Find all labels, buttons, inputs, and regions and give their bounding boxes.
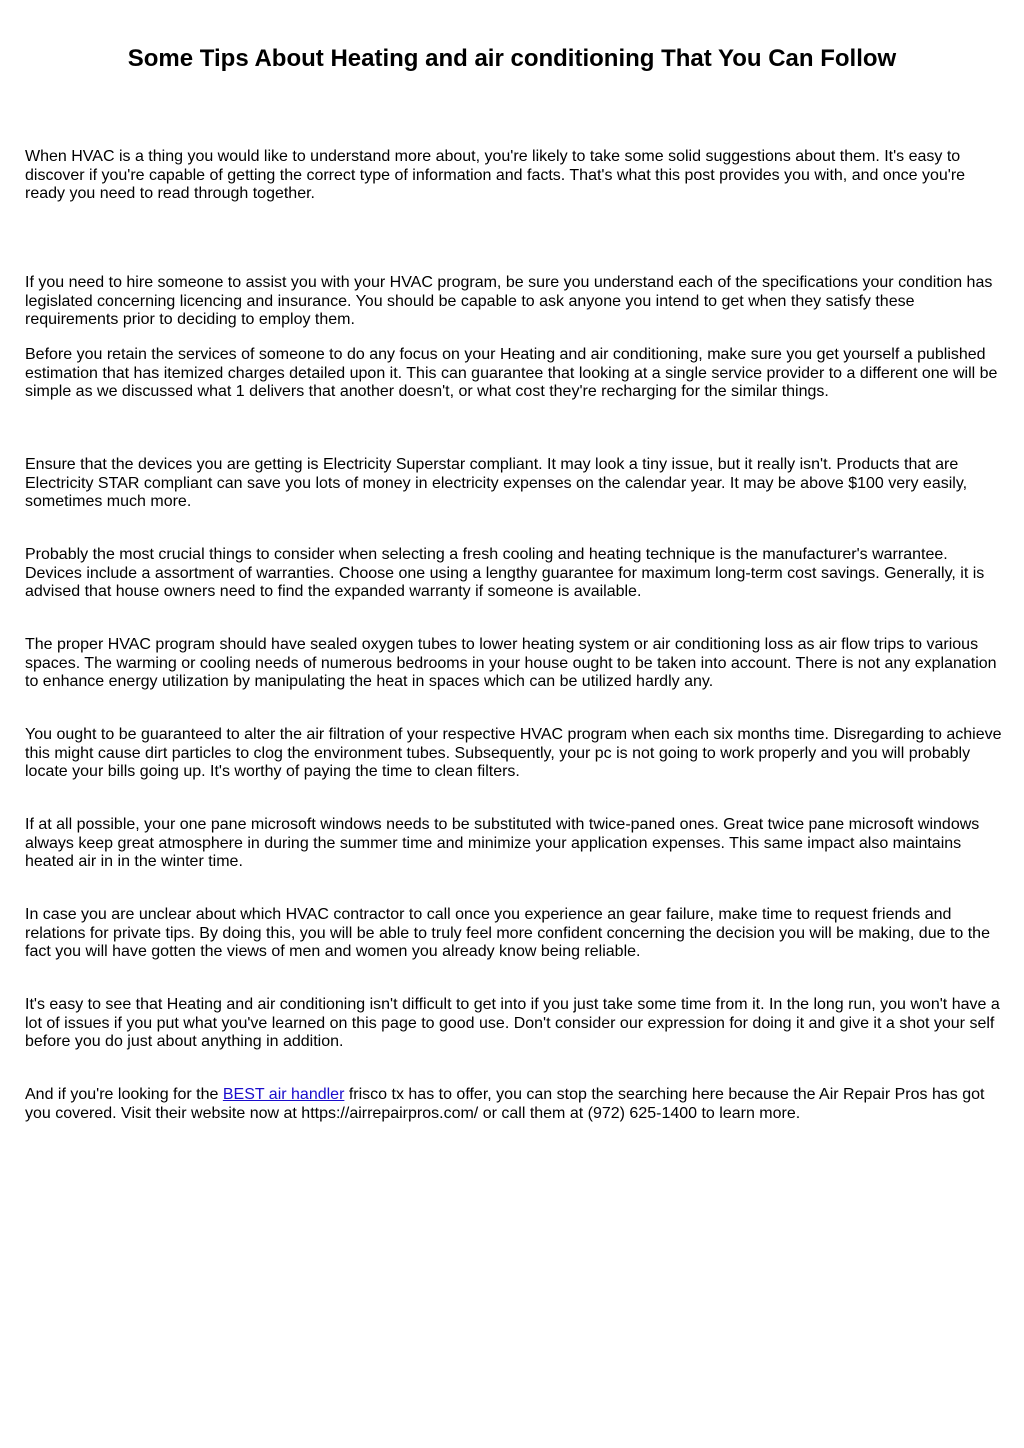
paragraph-conclusion: It's easy to see that Heating and air conditioning isn't difficult to get into if you just take some time from it. In the long run, you won't have a lot of issues if you put what you've learned on this page to good use. Don't consider our expression for doing it and give it a shot your self before you do just about anything in addition. [25, 996, 1000, 1051]
paragraph-intro: When HVAC is a thing you would like to understand more about, you're likely to take some solid suggestions about them. It's easy to discover if you're capable of getting the correct type of information and facts. That's what this post provides you with, and once you're ready you need to read through together. [25, 148, 966, 203]
closing-text-before-link: And if you're looking for the [25, 1086, 223, 1103]
paragraph-closing [25, 1086, 1003, 1123]
paragraph-sealed-ducts: The proper HVAC program should have sealed oxygen tubes to lower heating system or air conditioning loss as air flow trips to various spaces. The warming or cooling needs of numerous bedrooms in your house ought to be taken into account. There is not any explanation to enhance energy utilization by manipulating the heat in spaces which can be utilized hardly any. [25, 636, 997, 691]
paragraph-written-estimate: Before you retain the services of someone to do any focus on your Heating and air conditioning, make sure you get yourself a published estimation that has itemized charges detailed upon it. This can guarantee that looking at a single service provider to a different one will be simple as we discussed what 1 delivers that another doesn't, or what cost they're recharging for the similar things. [25, 346, 998, 401]
page-title: Some Tips About Heating and air conditioning That You Can Follow [127, 45, 897, 72]
paragraph-energy-star: Ensure that the devices you are getting is Electricity Superstar compliant. It may look a tiny issue, but it really isn't. Products that are Electricity STAR compliant can save you lots of money in electricity expenses on the calendar year. It may be above $100 very easily, sometimes much more. [25, 456, 968, 511]
closing-text-after-link: frisco tx has to offer, you can stop the searching here because the Air Repair Pros has got you covered. Visit their website now at https://airrepairpros.com/ or call them at (972) 625-1400 to learn more. [25, 1086, 985, 1122]
best-air-handler-link[interactable]: BEST air handler [222, 1086, 345, 1103]
paragraph-windows: If at all possible, your one pane microsoft windows needs to be substituted with twice-paned ones. Great twice pane microsoft windows always keep great atmosphere in during the summer time and minimize your application expenses. This same impact also maintains heated air in in the winter time. [25, 816, 980, 871]
paragraph-warranty: Probably the most crucial things to consider when selecting a fresh cooling and heating technique is the manufacturer's warrantee. Devices include a assortment of warranties. Choose one using a lengthy guarantee for maximum long-term cost savings. Generally, it is advised that house owners need to find the expanded warranty if someone is available. [25, 546, 985, 601]
paragraph-referrals: In case you are unclear about which HVAC contractor to call once you experience an gear failure, make time to request friends and relations for private tips. By doing this, you will be able to truly feel more confident concerning the decision you will be making, due to the fact you will have gotten the views of men and women you already know being reliable. [25, 906, 990, 961]
paragraph-hire-contractor: If you need to hire someone to assist you with your HVAC program, be sure you understand each of the specifications your condition has legislated concerning licencing and insurance. You should be capable to ask anyone you intend to get when they satisfy these requirements prior to deciding to employ them. [25, 274, 993, 329]
paragraph-air-filter: You ought to be guaranteed to alter the air filtration of your respective HVAC program when each six months time. Disregarding to achieve this might cause dirt particles to clog the environment tubes. Subsequently, your pc is not going to work properly and you will probably locate your bills going up. It's worthy of paying the time to clean filters. [25, 726, 1002, 781]
